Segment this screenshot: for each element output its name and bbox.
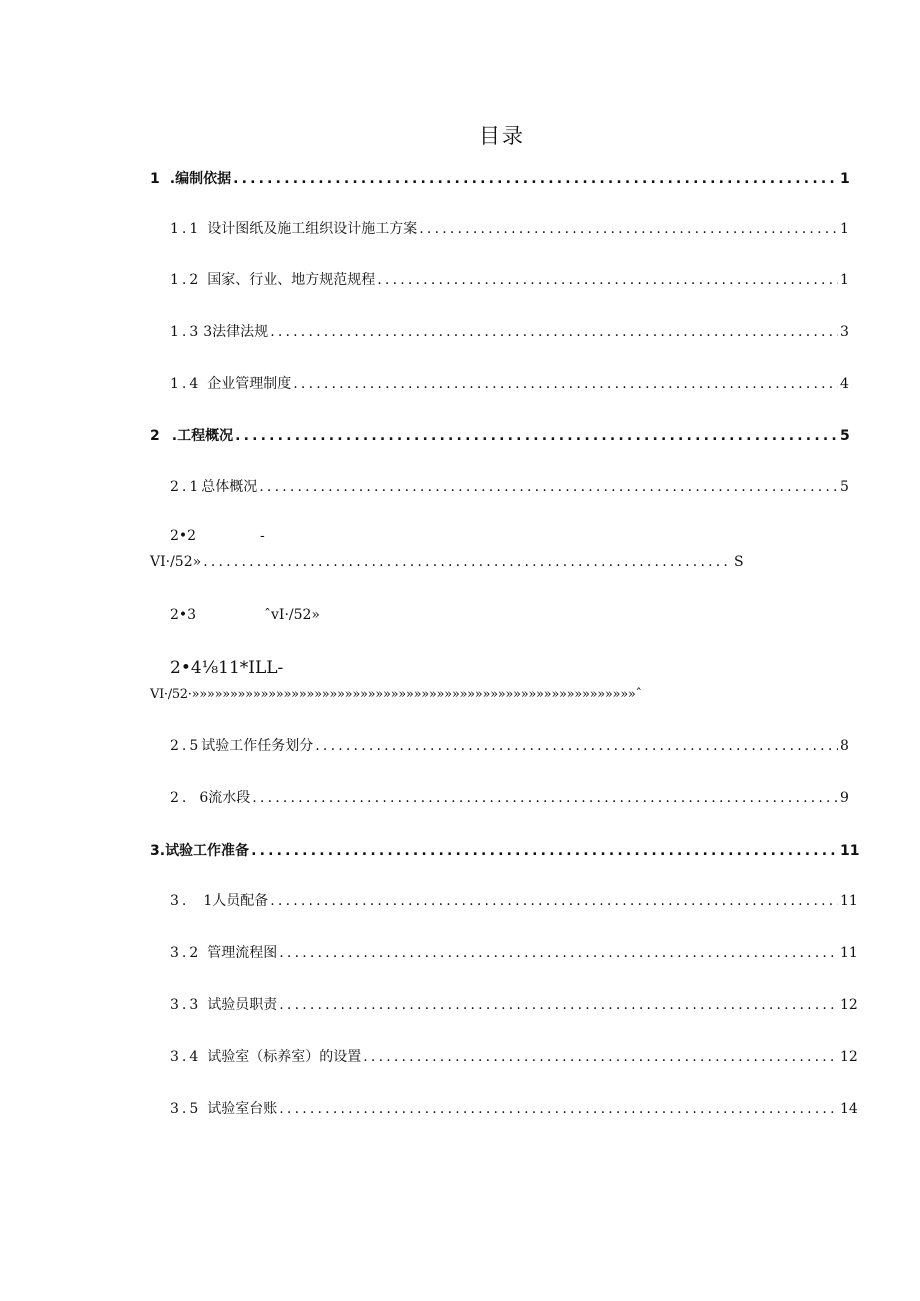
garbled-entry-2-2-line[interactable] [150, 551, 742, 573]
page-number: 8 [840, 738, 849, 754]
page-number: 1 [840, 221, 849, 237]
page-number: 9 [840, 790, 849, 806]
toc-text: 设计图纸及施工组织设计施工方案 [207, 221, 418, 237]
toc-text: 试验室台账 [207, 1101, 278, 1117]
toc-entry-3[interactable] [150, 840, 860, 862]
dot-leader [203, 551, 732, 573]
toc-text: 试验员职责 [207, 997, 278, 1013]
garbled-entry-2-3-number: 2•3 [170, 607, 197, 623]
garbled-entry-2-4-line1: 2•4⅛11*ILL- [170, 658, 284, 678]
toc-text: 总体概况 [201, 479, 258, 495]
toc-entry-1-3[interactable] [170, 321, 848, 343]
page-number: 5 [840, 479, 849, 495]
toc-entry-3-4[interactable] [170, 1046, 858, 1068]
page-number: 1 [840, 272, 849, 288]
toc-number: 3. [150, 843, 166, 859]
dot-leader [279, 942, 838, 964]
page-number: 12 [840, 1049, 858, 1065]
dot-leader [270, 321, 838, 343]
toc-number: 1.4 [170, 376, 202, 392]
page-number: S [734, 554, 744, 570]
toc-title: 目录 [479, 124, 525, 148]
toc-text: .编制依据 [169, 171, 232, 187]
toc-entry-2[interactable] [150, 425, 848, 447]
toc-text: 管理流程图 [207, 945, 278, 961]
toc-number: 1.1 [170, 221, 202, 237]
toc-entry-3-3[interactable] [170, 994, 858, 1016]
toc-number: 1 [150, 171, 160, 187]
page-number: 11 [840, 843, 860, 859]
toc-entry-2-1[interactable] [170, 476, 848, 498]
page-number: 11 [840, 945, 858, 961]
toc-entry-1-1[interactable] [170, 218, 848, 240]
page-number: 3 [840, 324, 849, 340]
garbled-entry-2-2-dash: - [260, 528, 265, 544]
dot-leader [293, 373, 838, 395]
toc-number: 2.5 [170, 738, 202, 754]
dot-leader [419, 218, 838, 240]
garbled-entry-2-3-text: ˆvI·/52» [264, 607, 320, 623]
toc-number: 2. [170, 790, 190, 806]
toc-text: 3法律法规 [203, 324, 269, 340]
toc-text: 试验室（标养室）的设置 [207, 1049, 362, 1065]
dot-leader [315, 735, 838, 757]
toc-entry-2-6[interactable] [170, 787, 848, 809]
toc-number: 1.3 [170, 324, 202, 340]
garbled-entry-2-2-number: 2•2 [170, 528, 197, 544]
toc-text: 企业管理制度 [207, 376, 292, 392]
toc-entry-2-5[interactable] [170, 735, 848, 757]
toc-entry-3-5[interactable] [170, 1098, 858, 1120]
toc-text: .工程概况 [171, 428, 234, 444]
toc-entry-1-4[interactable] [170, 373, 848, 395]
dot-leader [377, 269, 838, 291]
garbled-entry-2-4-line2: VI·/52·»»»»»»»»»»»»»»»»»»»»»»»»»»»»»»»»»»»»»»»»»»»»»»»»»»»»»»»»»»ˆ [150, 687, 642, 702]
toc-text: 试验工作任务划分 [201, 738, 314, 754]
toc-number: 2.1 [170, 479, 202, 495]
toc-number: 3.5 [170, 1101, 202, 1117]
toc-entry-1[interactable] [150, 168, 848, 190]
dot-leader [270, 890, 838, 912]
dot-leader [279, 994, 838, 1016]
page-number: 5 [840, 428, 850, 444]
toc-entry-1-2[interactable] [170, 269, 848, 291]
toc-text: 6流水段 [199, 790, 251, 806]
toc-number: 1.2 [170, 272, 202, 288]
dot-leader [235, 425, 838, 447]
dot-leader [251, 840, 838, 862]
toc-text: 国家、行业、地方规范规程 [207, 272, 376, 288]
toc-text: 试验工作准备 [165, 843, 250, 859]
toc-number: 2 [150, 428, 160, 444]
page-number: 1 [840, 171, 850, 187]
dot-leader [279, 1098, 838, 1120]
toc-number: 3.4 [170, 1049, 202, 1065]
dot-leader [259, 476, 838, 498]
dot-leader [252, 787, 838, 809]
garbled-text: VI·/52» [150, 554, 202, 570]
dot-leader [233, 168, 838, 190]
dot-leader [363, 1046, 838, 1068]
page-number: 11 [840, 893, 858, 909]
toc-entry-3-2[interactable] [170, 942, 858, 964]
page-number: 12 [840, 997, 858, 1013]
toc-text: 1人员配备 [203, 893, 269, 909]
toc-number: 3.3 [170, 997, 202, 1013]
page-number: 14 [840, 1101, 858, 1117]
toc-number: 3.2 [170, 945, 202, 961]
page-number: 4 [840, 376, 849, 392]
toc-number: 3. [170, 893, 190, 909]
toc-entry-3-1[interactable] [170, 890, 858, 912]
